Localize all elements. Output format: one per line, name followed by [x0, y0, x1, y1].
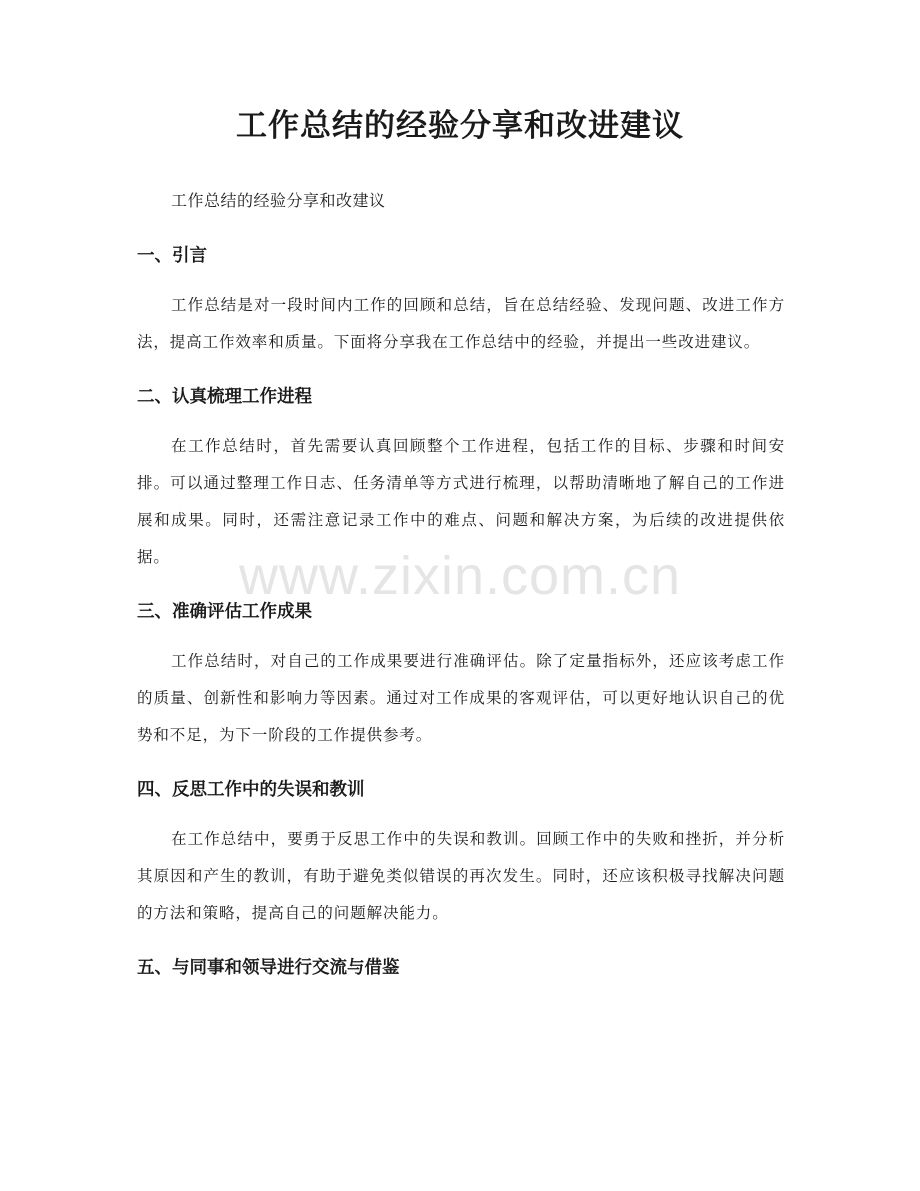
document-subtitle: 工作总结的经验分享和改建议 [171, 191, 386, 210]
section-paragraph-review-progress: 在工作总结时，首先需要认真回顾整个工作进程，包括工作的目标、步骤和时间安排。可以通过整理工作日志、任务清单等方式进行梳理，以帮助清晰地了解自己的工作进展和成果。同时，还需注意记录工作中的难点、问题和解决方案，为后续的改进提供依据。 [137, 437, 785, 566]
document-body [137, 182, 785, 999]
document-title: 工作总结的经验分享和改进建议 [236, 108, 684, 144]
section-heading-reflect-mistakes: 四、反思工作中的失误和教训 [137, 780, 365, 800]
section-heading-review-progress: 二、认真梳理工作进程 [137, 387, 312, 407]
section-heading-communicate: 五、与同事和领导进行交流与借鉴 [137, 958, 400, 978]
section-heading-intro: 一、引言 [137, 246, 207, 266]
section-paragraph-evaluate-results: 工作总结时，对自己的工作成果要进行准确评估。除了定量指标外，还应该考虑工作的质量、创新性和影响力等因素。通过对工作成果的客观评估，可以更好地认识自己的优势和不足，为下一阶段的工作提供参考。 [137, 652, 785, 744]
section-paragraph-intro: 工作总结是对一段时间内工作的回顾和总结，旨在总结经验、发现问题、改进工作方法，提高工作效率和质量。下面将分享我在工作总结中的经验，并提出一些改进建议。 [137, 296, 785, 351]
section-heading-evaluate-results: 三、准确评估工作成果 [137, 602, 312, 622]
section-paragraph-reflect-mistakes: 在工作总结中，要勇于反思工作中的失误和教训。回顾工作中的失败和挫折，并分析其原因和产生的教训，有助于避免类似错误的再次发生。同时，还应该积极寻找解决问题的方法和策略，提高自己的问题解决能力。 [137, 830, 785, 922]
watermark-text: www.zixin.com.cn [238, 546, 682, 606]
